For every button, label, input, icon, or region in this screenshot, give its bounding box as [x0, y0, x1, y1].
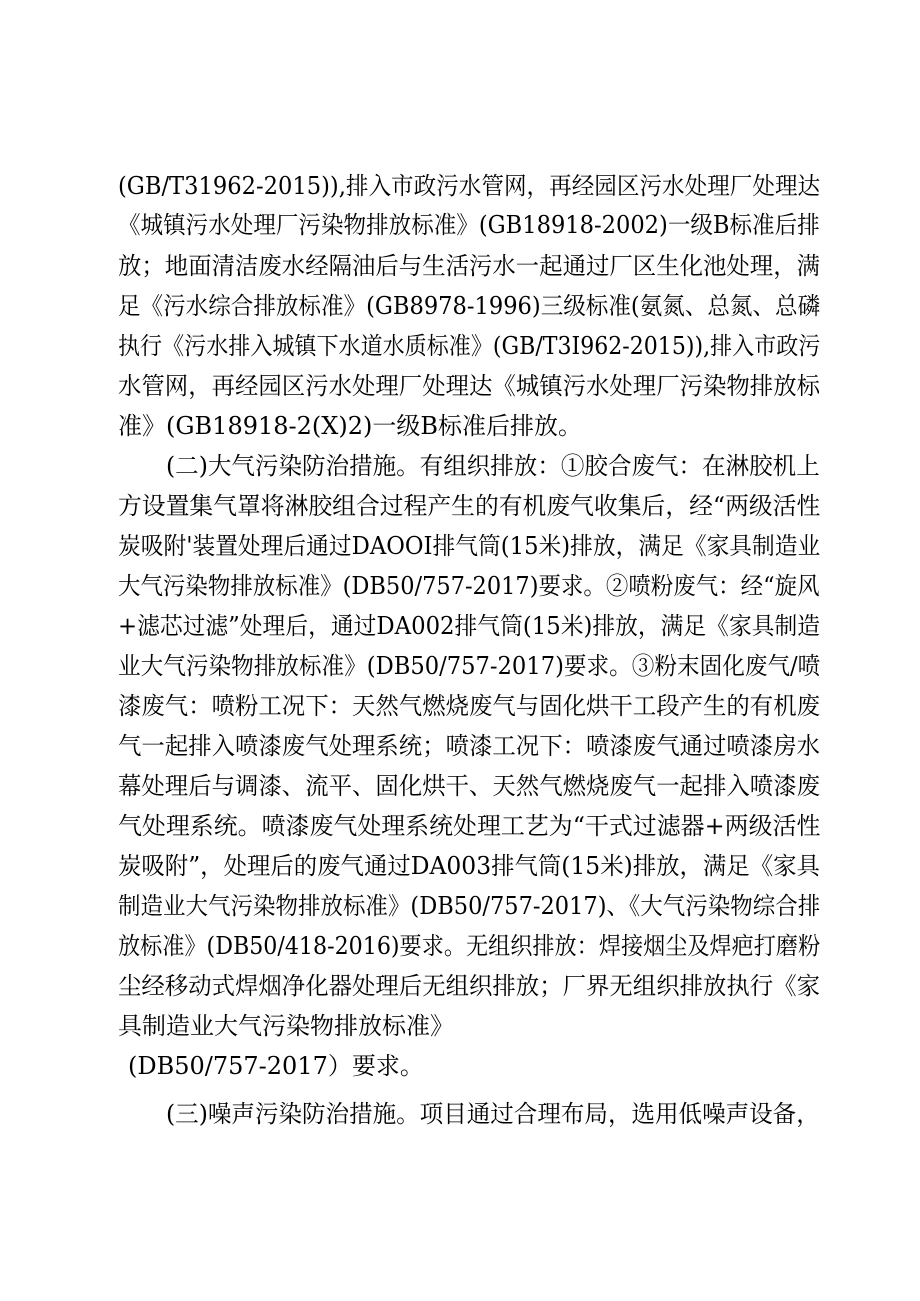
text-line: 业大气污染物排放标准》(DB50/757-2017)要求。③粉末固化废气/喷	[118, 652, 821, 680]
text-line: 准》(GB18918-2(X)2)一级B标准后排放。	[118, 412, 582, 440]
text-line: 执行《污水排入城镇下水道水质标准》(GB/T3I962-2015)),排入市政污	[118, 332, 821, 360]
text-line: 漆废气：喷粉工况下：天然气燃烧废气与固化烘干工段产生的有机废	[118, 692, 820, 720]
text-line: 制造业大气污染物排放标准》(DB50/757-2017)、《大气污染物综合排	[118, 892, 821, 920]
text-line: 具制造业大气污染物排放标准》	[118, 1012, 454, 1040]
text-line: 尘经移动式焊烟净化器处理后无组织排放；厂界无组织排放执行《家	[118, 972, 820, 1000]
text-line: 炭吸附”，处理后的废气通过DA003排气筒(15米)排放，满足《家具	[118, 852, 820, 880]
text-line: 气处理系统。喷漆废气处理系统处理工艺为“干式过滤器+两级活性	[118, 812, 821, 840]
text-line: 方设置集气罩将淋胶组合过程产生的有机废气收集后，经“两级活性	[118, 492, 821, 520]
text-line: 气一起排入喷漆废气处理系统；喷漆工况下：喷漆废气通过喷漆房水	[118, 732, 820, 760]
text-line: 大气污染物排放标准》(DB50/757-2017)要求。②喷粉废气：经“旋风	[118, 572, 820, 600]
text-line: 放标准》(DB50/418-2016)要求。无组织排放：焊接烟尘及焊疤打磨粉	[118, 932, 821, 960]
text-line: 足《污水综合排放标准》(GB8978-1996)三级标准(氨氮、总氮、总磷	[118, 292, 821, 320]
text-line: (三)噪声污染防治措施。项目通过合理布局，选用低噪声设备，	[166, 1100, 820, 1128]
text-line: (GB/T31962-2015)),排入市政污水管网，再经园区污水处理厂处理达	[118, 172, 821, 200]
text-line: +滤芯过滤”处理后，通过DA002排气筒(15米)排放，满足《家具制造	[118, 612, 821, 640]
text-line: 幕处理后与调漆、流平、固化烘干、天然气燃烧废气一起排入喷漆废	[118, 772, 820, 800]
text-line: 《城镇污水处理厂污染物排放标准》(GB18918-2002)一级B标准后排	[118, 211, 820, 239]
text-line: (二)大气污染防治措施。有组织排放：①胶合废气：在淋胶机上	[166, 452, 820, 480]
text-line: (DB50/757-2017）要求。	[128, 1052, 424, 1080]
text-line: 水管网，再经园区污水处理厂处理达《城镇污水处理厂污染物排放标	[118, 372, 820, 400]
text-line: 放；地面清洁废水经隔油后与生活污水一起通过厂区生化池处理，满	[118, 252, 820, 280]
text-line: 炭吸附'装置处理后通过DAOOI排气筒(15米)排放，满足《家具制造业	[118, 532, 821, 560]
